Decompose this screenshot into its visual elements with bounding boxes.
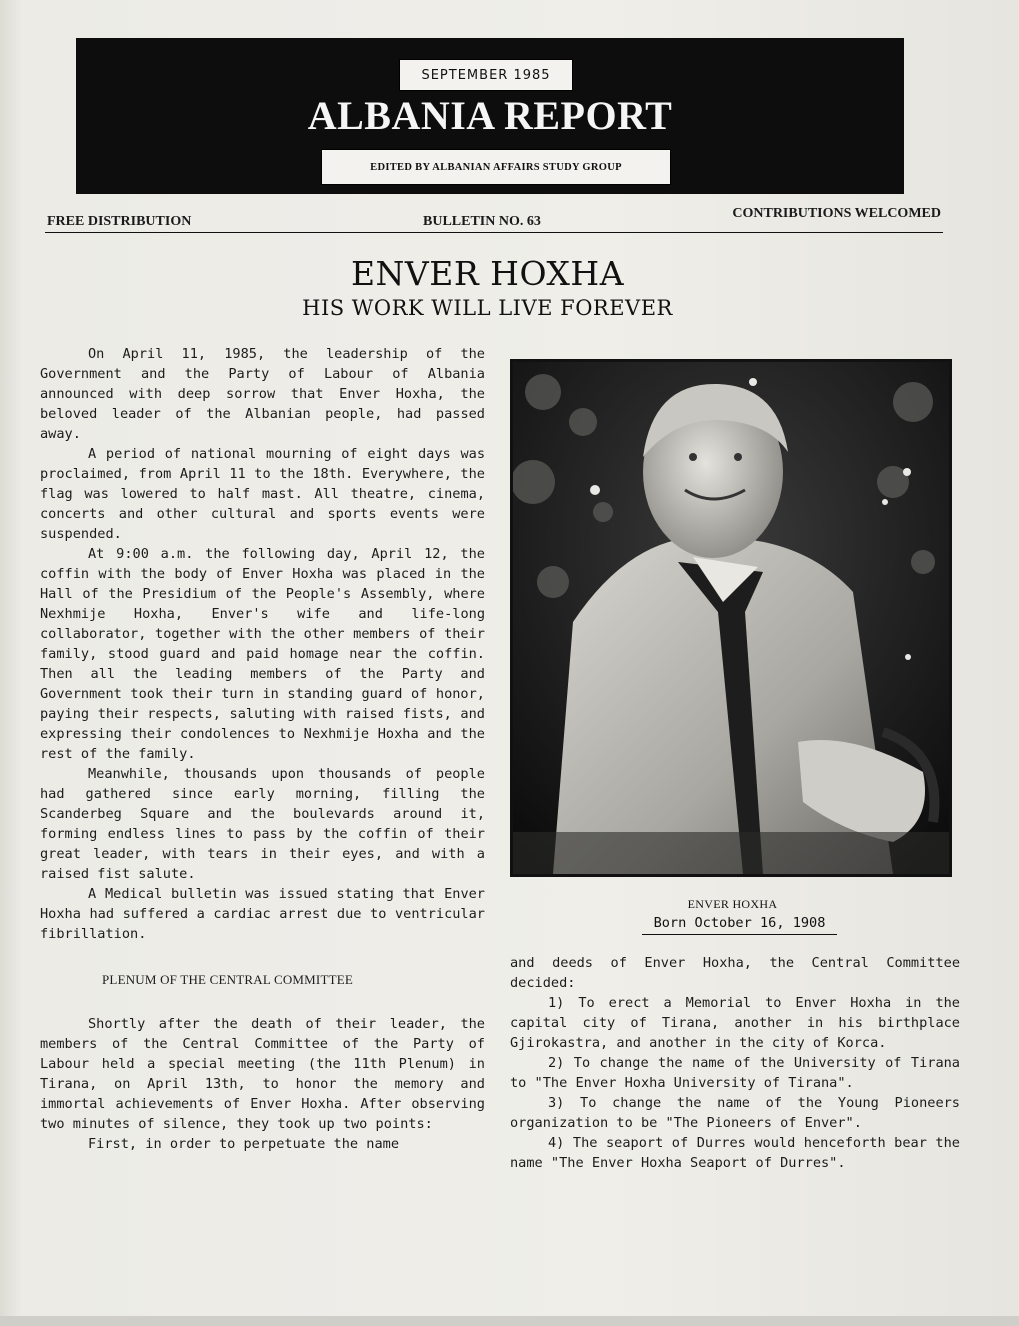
page-bottom-edge bbox=[0, 1316, 1019, 1326]
publication-title: ALBANIA REPORT bbox=[307, 93, 673, 138]
article-headline: ENVER HOXHA bbox=[350, 254, 625, 293]
portrait-illustration bbox=[513, 362, 949, 874]
list-item: 4) The seaport of Durres would henceforth bear the name "The Enver Hoxha Seaport of Durres". bbox=[510, 1135, 960, 1171]
paragraph: and deeds of Enver Hoxha, the Central Committee decided: bbox=[510, 955, 960, 991]
masthead bbox=[76, 38, 904, 194]
paragraph: A period of national mourning of eight days was proclaimed, from April 11 to the 18th. Everywhere, the flag was lowered to half mast. All theatre, cinema, concerts and other cultural and sports events were suspended. bbox=[40, 446, 485, 542]
caption-name: ENVER HOXHA bbox=[687, 897, 778, 911]
bulletin-number: BULLETIN NO. 63 bbox=[423, 214, 541, 229]
list-item: 2) To change the name of the University of Tirana to "The Enver Hoxha University of Tirana". bbox=[510, 1055, 960, 1091]
portrait-photo bbox=[510, 359, 952, 877]
paragraph: On April 11, 1985, the leadership of the Government and the Party of Labour of Albania announced with deep sorrow that Enver Hoxha, the beloved leader of the Albanian people, had passed away. bbox=[40, 346, 485, 442]
article-column-left bbox=[40, 344, 485, 1154]
section-heading: PLENUM OF THE CENTRAL COMMITTEE bbox=[102, 972, 354, 987]
article-column-right bbox=[510, 953, 960, 1173]
distribution-note: FREE DISTRIBUTION bbox=[47, 214, 192, 229]
edited-by-line: EDITED BY ALBANIAN AFFAIRS STUDY GROUP bbox=[321, 149, 671, 185]
info-bar bbox=[45, 204, 943, 233]
article-subheadline: HIS WORK WILL LIVE FOREVER bbox=[302, 296, 673, 320]
paragraph: Meanwhile, thousands upon thousands of people had gathered since early morning, filling the Scanderbeg Square and the boulevards around it, forming endless lines to pass by the coffin of their great leader, with tears in their eyes, and with a raised fist salute. bbox=[40, 766, 485, 882]
list-item: 3) To change the name of the Young Pioneers organization to be "The Pioneers of Enver". bbox=[510, 1095, 960, 1131]
paragraph: First, in order to perpetuate the name bbox=[88, 1136, 399, 1152]
caption-birthdate: Born October 16, 1908 bbox=[642, 913, 838, 935]
paragraph: At 9:00 a.m. the following day, April 12, the coffin with the body of Enver Hoxha was placed in the Hall of the Presidium of the People's Assembly, where Nexhmije Hoxha, Enver's wife and life-long collaborator, together with the other members of their family, stood guard and paid homage near the coffin. Then all the leading members of the Party and Government took their turn in standing guard of honor, paying their respects, saluting with raised fists, and expressing their condolences to Nexhmije Hoxha and the rest of the family. bbox=[40, 546, 485, 762]
paragraph: Shortly after the death of their leader, the members of the Central Committee of the Party of Labour held a special meeting (the 11th Plenum) in Tirana, on April 13th, to honor the memory and immortal achievements of Enver Hoxha. After observing two minutes of silence, they took up two points: bbox=[40, 1016, 485, 1132]
list-item: 1) To erect a Memorial to Enver Hoxha in the capital city of Tirana, another in his birthplace Gjirokastra, and another in the city of Korca. bbox=[510, 995, 960, 1051]
photo-caption bbox=[560, 896, 905, 935]
contributions-note: CONTRIBUTIONS WELCOMED bbox=[732, 206, 941, 221]
issue-date: SEPTEMBER 1985 bbox=[399, 59, 573, 91]
paragraph: A Medical bulletin was issued stating that Enver Hoxha had suffered a cardiac arrest due to ventricular fibrillation. bbox=[40, 886, 485, 942]
